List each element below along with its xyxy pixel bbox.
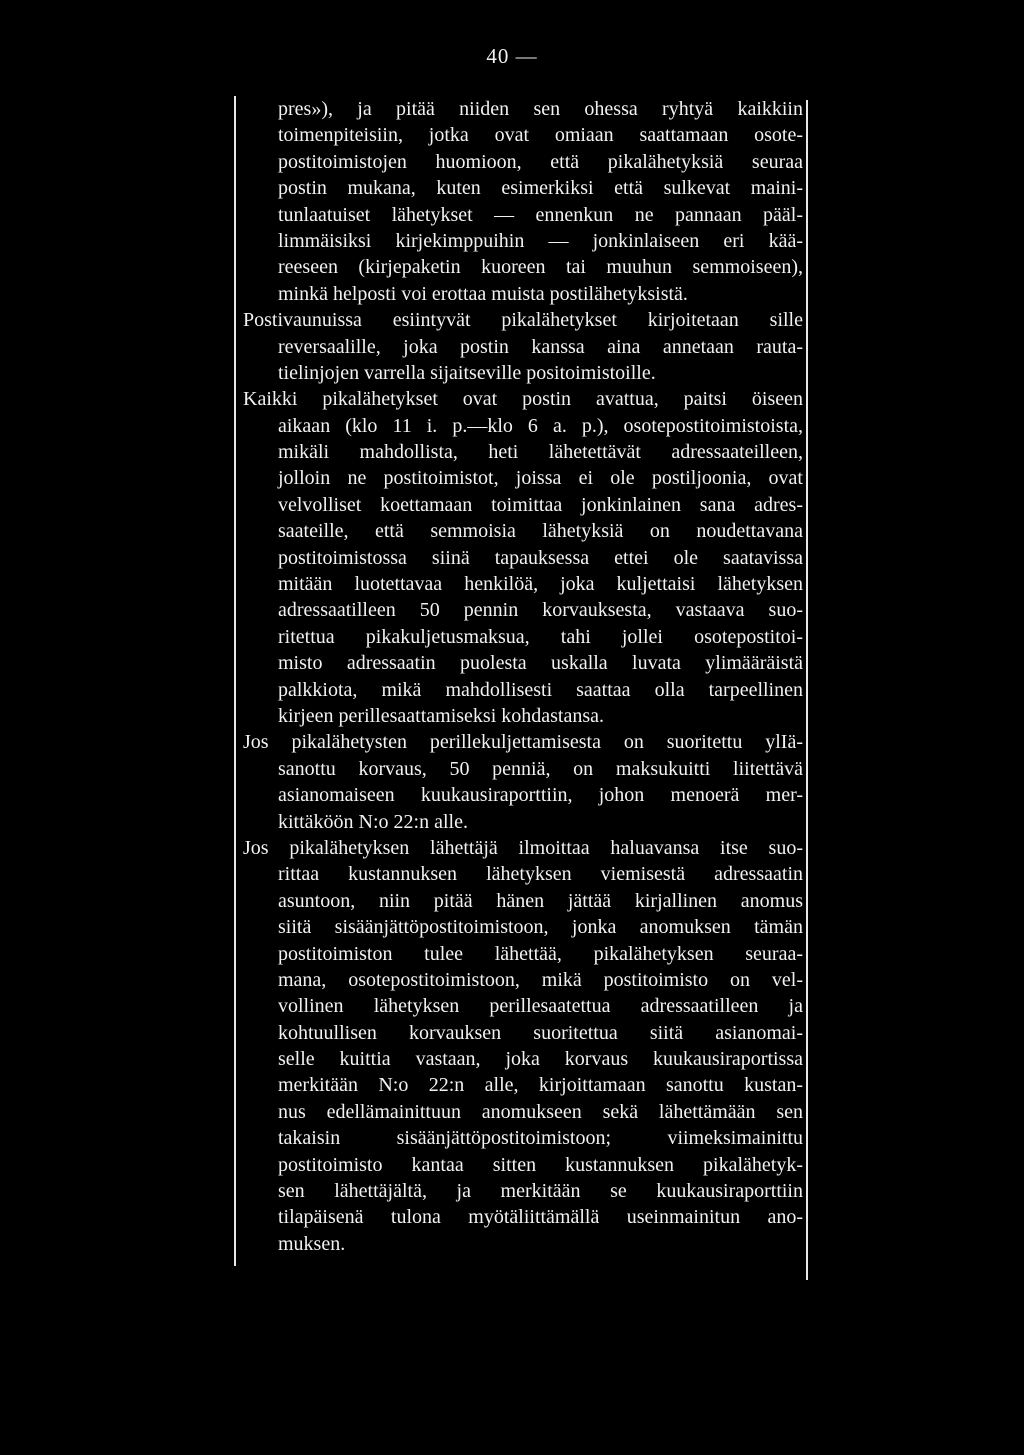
text-line: saateille, että semmoisia lähetyksiä on noudettavana — [278, 520, 803, 543]
text-line: mikäli mahdollista, heti lähetettävät adressaateilleen, — [278, 441, 803, 464]
paragraph — [243, 835, 803, 1257]
text-line: limmäisiksi kirjekimppuihin — jonkinlaiseen eri kää- — [278, 229, 803, 252]
text-line: kohtuullisen korvauksen suoritettua siitä asianomai- — [278, 1021, 803, 1044]
text-line: Jos pikalähetysten perillekuljettamisesta on suoritettu ylIä- — [243, 731, 803, 754]
text-line: velvolliset koettamaan toimittaa jonkinlainen sana adres- — [278, 493, 803, 516]
paragraph — [243, 96, 803, 307]
text-line: kittäköön N:o 22:n alle. — [278, 810, 468, 833]
text-line: asuntoon, niin pitää hänen jättää kirjallinen anomus — [278, 889, 803, 912]
left-margin-rule — [234, 96, 236, 1266]
text-line: selle kuittia vastaan, joka korvaus kuukausiraportissa — [278, 1048, 803, 1071]
text-line: toimenpiteisiin, jotka ovat omiaan saattamaan osote- — [278, 124, 803, 147]
text-line: sen lähettäjältä, ja merkitään se kuukausiraporttiin — [278, 1180, 803, 1203]
text-line: mitään luotettavaa henkilöä, joka kuljettaisi lähetyksen — [278, 573, 803, 596]
body-text — [243, 96, 803, 1257]
text-line: nus edellämainittuun anomukseen sekä lähettämään sen — [278, 1100, 803, 1123]
text-line: sanottu korvaus, 50 penniä, on maksukuitti liitettävä — [278, 757, 803, 780]
text-line: tilapäisenä tulona myötäliittämällä useinmainitun ano- — [278, 1206, 803, 1229]
text-line: merkitään N:o 22:n alle, kirjoittamaan sanottu kustan- — [278, 1074, 803, 1097]
text-line: Postivaunuissa esiintyvät pikalähetykset kirjoitetaan sille — [243, 309, 803, 332]
text-line: muksen. — [278, 1232, 346, 1255]
text-line: palkkiota, mikä mahdollisesti saattaa olla tarpeellinen — [278, 678, 803, 701]
text-line: reversaalille, joka postin kanssa aina annetaan rauta- — [278, 335, 803, 358]
text-line: reeseen (kirjepaketin kuoreen tai muuhun semmoiseen), — [278, 256, 803, 279]
text-line: postitoimisto kantaa sitten kustannuksen pikalähetyk- — [278, 1153, 803, 1176]
text-line: adressaatilleen 50 pennin korvauksesta, vastaava suo- — [278, 599, 803, 622]
text-line: ritettua pikakuljetusmaksua, tahi jollei osotepostitoi- — [278, 625, 803, 648]
text-line: aikaan (klo 11 i. p.—klo 6 a. p.), osotepostitoimistoista, — [278, 414, 803, 437]
text-line: Kaikki pikalähetykset ovat postin avattua, paitsi öiseen — [243, 388, 803, 411]
page-number: 40 — — [486, 44, 538, 68]
text-line: siitä sisäänjättöpostitoimistoon, jonka anomuksen tämän — [278, 916, 803, 939]
scan-artifact — [706, 1402, 766, 1404]
text-line: tielinjojen varrella sijaitseville positoimistoille. — [278, 361, 656, 384]
text-line: mana, osotepostitoimistoon, mikä postitoimisto on vel- — [278, 968, 803, 991]
text-line: jolloin ne postitoimistot, joissa ei ole postiljoonia, ovat — [278, 467, 803, 490]
text-line: misto adressaatin puolesta uskalla luvata ylimääräistä — [278, 652, 803, 675]
text-line: tunlaatuiset lähetykset — ennenkun ne pannaan pääl- — [278, 203, 803, 226]
text-line: vollinen lähetyksen perillesaatettua adressaatilleen ja — [278, 995, 803, 1018]
text-line: postitoimistossa siinä tapauksessa ettei ole saatavissa — [278, 546, 803, 569]
paragraph — [243, 729, 803, 835]
text-line: minkä helposti voi erottaa muista postilähetyksistä. — [278, 282, 688, 305]
text-line: kirjeen perillesaattamiseksi kohdastansa. — [278, 704, 605, 727]
paragraph — [243, 386, 803, 729]
text-line: Jos pikalähetyksen lähettäjä ilmoittaa haluavansa itse suo- — [243, 836, 803, 859]
text-line: postitoimiston tulee lähettää, pikalähetyksen seuraa- — [278, 942, 803, 965]
right-margin-rule — [806, 100, 808, 1280]
text-line: rittaa kustannuksen lähetyksen viemisestä adressaatin — [278, 863, 803, 886]
text-line: asianomaiseen kuukausiraporttiin, johon menoerä mer- — [278, 784, 803, 807]
text-line: takaisin sisäänjättöpostitoimistoon; viimeksimainittu — [278, 1127, 803, 1150]
text-line: pres»), ja pitää niiden sen ohessa ryhtyä kaikkiin — [278, 98, 803, 120]
paragraph — [243, 307, 803, 386]
text-line: postin mukana, kuten esimerkiksi että sulkevat maini- — [278, 177, 803, 200]
text-line: postitoimistojen huomioon, että pikalähetyksiä seuraa — [278, 150, 803, 173]
